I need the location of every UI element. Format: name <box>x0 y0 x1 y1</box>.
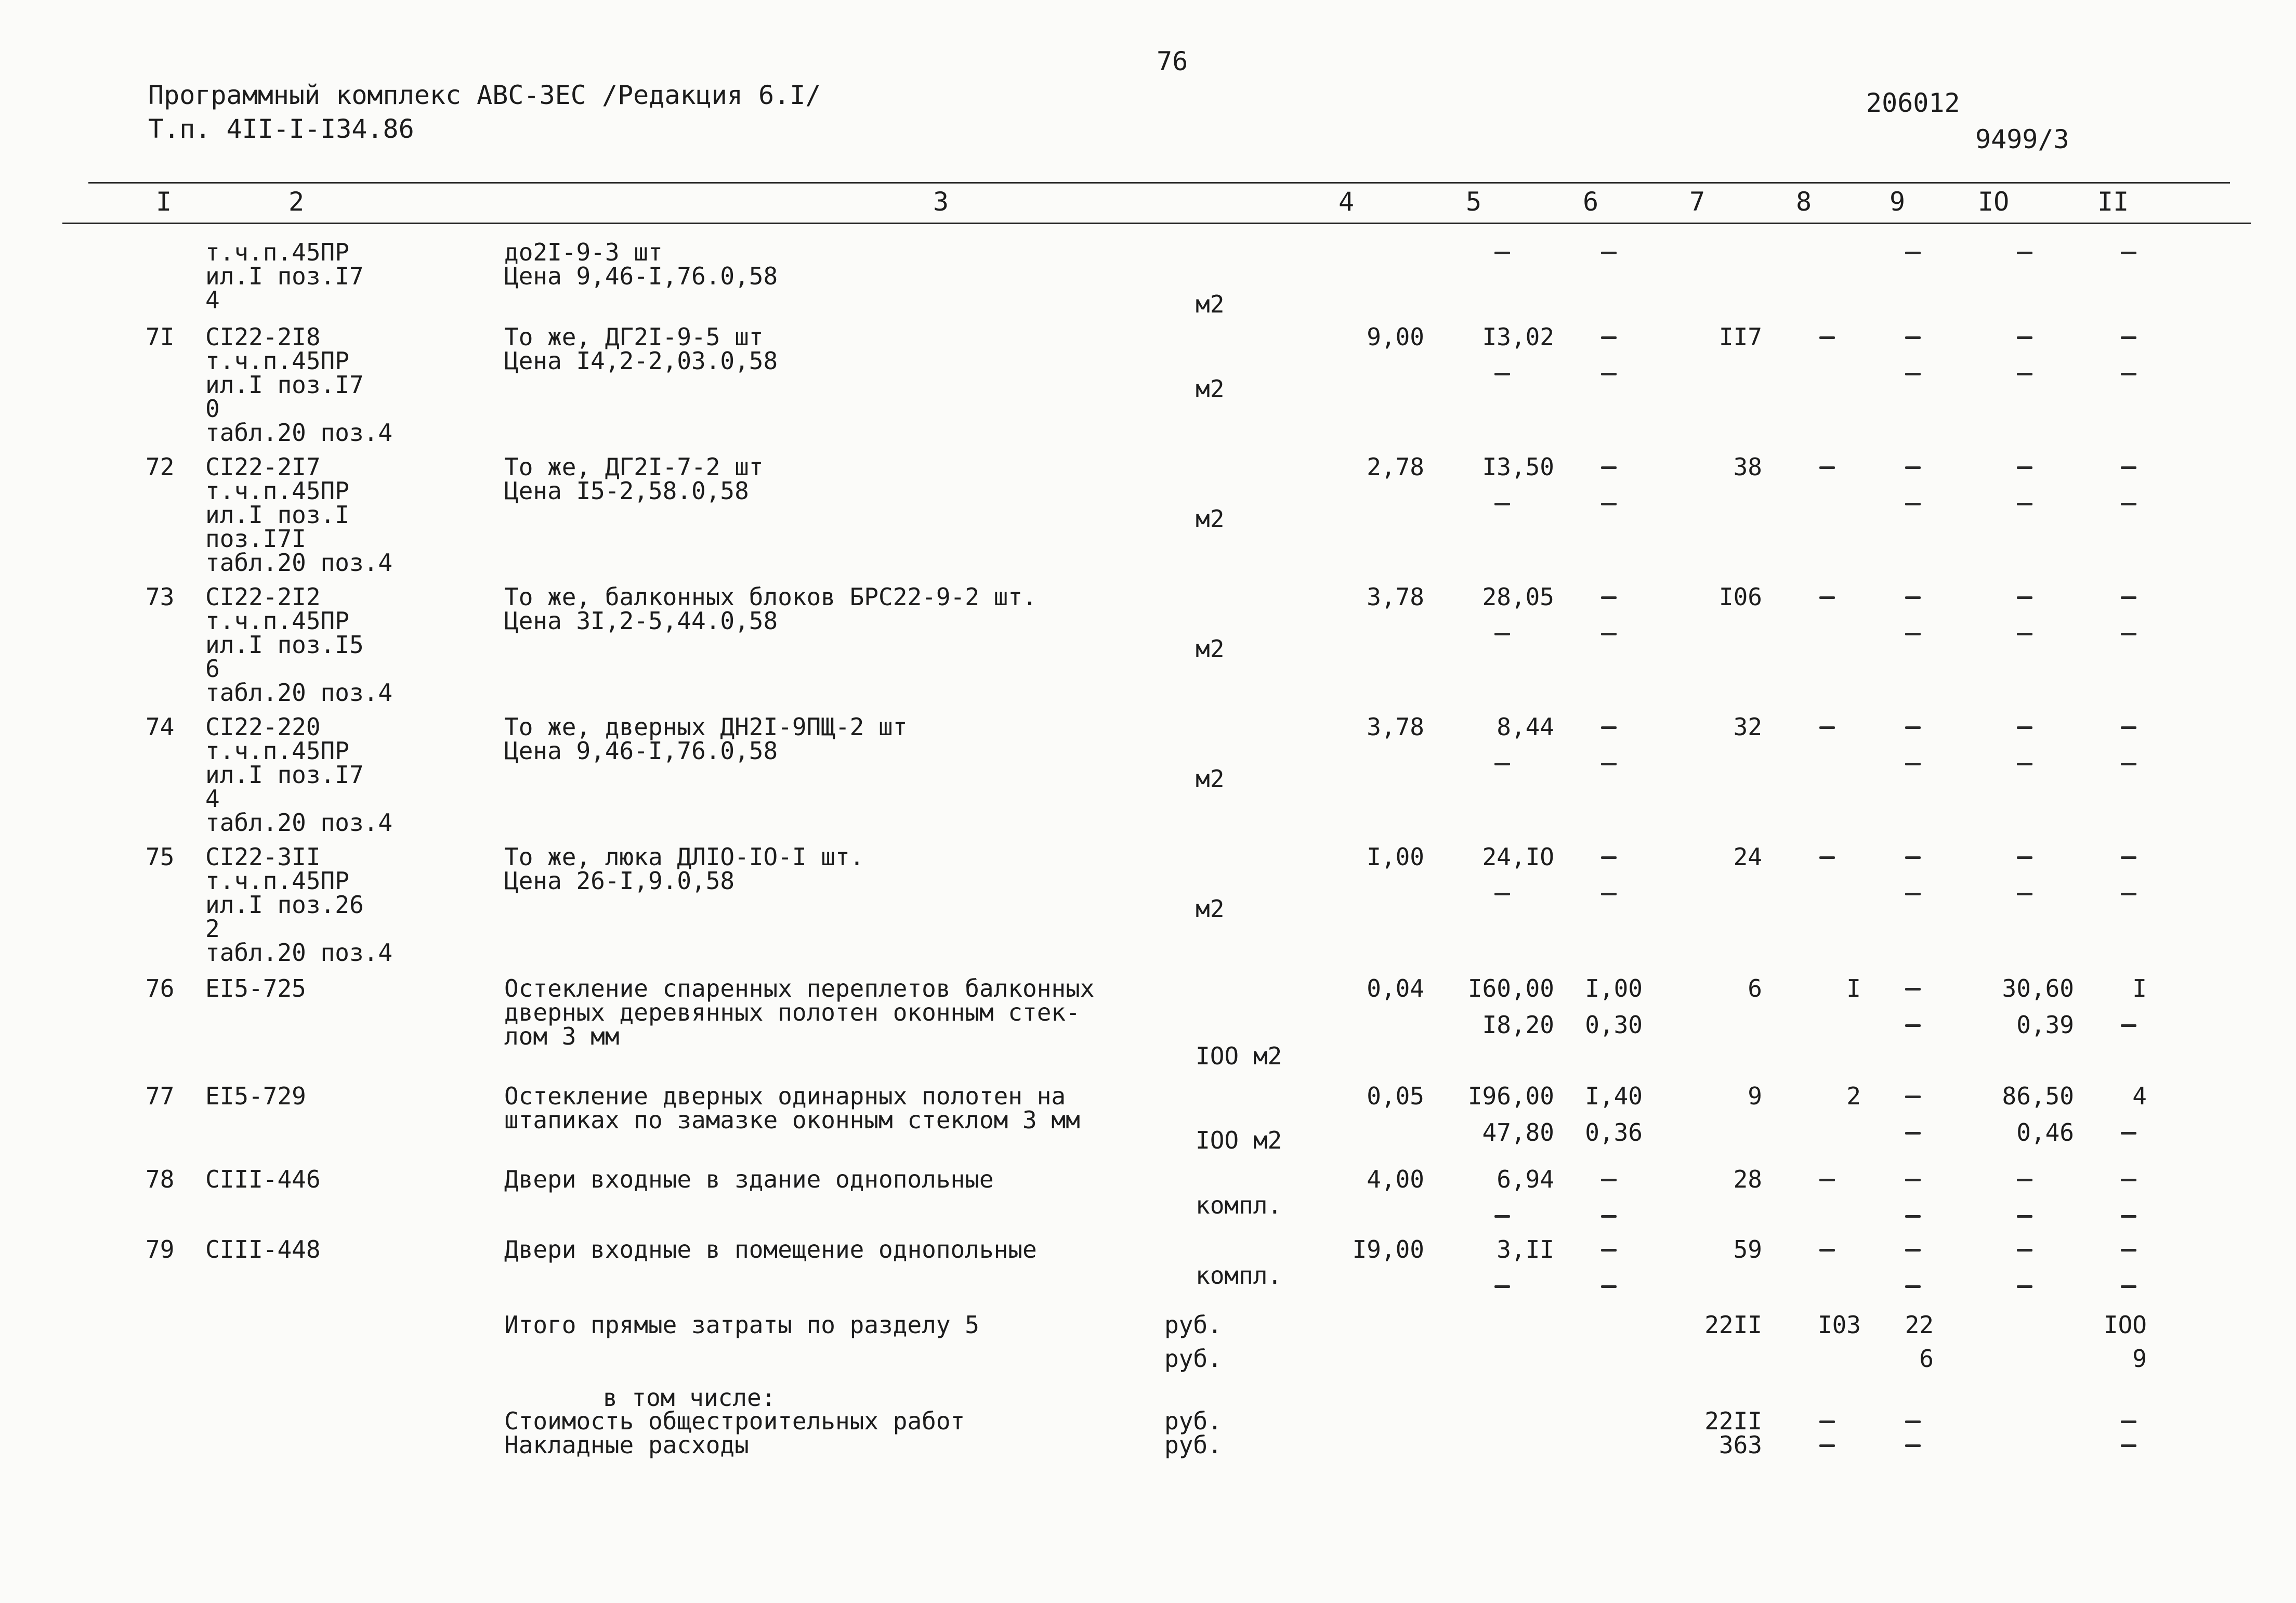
row-col6-sub-dash <box>1601 1215 1617 1218</box>
row-col9-sub-dash <box>1905 373 1921 375</box>
row-col6-sub: 0,36 <box>1585 1118 1643 1146</box>
row-unit: м2 <box>1196 765 1225 793</box>
project-code: Т.п. 4II-I-I34.86 <box>148 114 414 144</box>
row-code-line: СI22-220 <box>205 713 321 741</box>
row-code-line: ЕI5-729 <box>205 1082 306 1110</box>
row-col11-dash <box>2121 596 2136 599</box>
row-code-line: 2 <box>205 915 220 943</box>
including-col11-dash <box>2121 1420 2136 1423</box>
row-number: 75 <box>146 843 175 871</box>
row-col8-dash <box>1819 1249 1835 1252</box>
row-code-line: ил.I поз.I <box>205 501 349 529</box>
row-unit: м2 <box>1196 290 1225 318</box>
row-col10-sub: 0,46 <box>2016 1118 2074 1146</box>
column-header-5: 5 <box>1466 187 1482 217</box>
row-number: 72 <box>146 453 175 481</box>
row-col11-dash <box>2121 1249 2136 1252</box>
row-unit: м2 <box>1196 505 1225 533</box>
row-col5: 3,II <box>1497 1235 1554 1263</box>
row-col10: 86,50 <box>2002 1082 2074 1110</box>
row-qty: 0,04 <box>1367 974 1424 1002</box>
row-col11-sub-dash <box>2121 763 2136 765</box>
row-col5: 28,05 <box>1482 583 1554 611</box>
row-col11-dash <box>2121 466 2136 469</box>
row-col10-sub-dash <box>2017 1285 2032 1288</box>
row-description-line: То же, дверных ДН2I-9ПЩ-2 шт <box>504 713 908 741</box>
row-description-line: дверных деревянных полотен оконным стек- <box>504 998 1080 1026</box>
row-col7: I06 <box>1718 583 1762 611</box>
row-col7: 6 <box>1748 974 1762 1002</box>
row-unit: м2 <box>1196 375 1225 403</box>
row-col11-sub-dash <box>2121 1215 2136 1218</box>
column-header-10: IO <box>1978 187 2010 217</box>
row-code-line: 4 <box>205 286 220 314</box>
row-col10-sub-dash <box>2017 1215 2032 1218</box>
including-item-label: Накладные расходы <box>504 1431 749 1459</box>
row-col6-dash <box>1601 596 1617 599</box>
row-unit: компл. <box>1196 1261 1282 1289</box>
row-description-line: То же, люка ДЛIO-IO-I шт. <box>504 843 864 871</box>
row-col9-dash <box>1905 1179 1921 1181</box>
row-description-line: Цена I4,2-2,03.0,58 <box>504 347 778 375</box>
column-header-4: 4 <box>1339 187 1355 217</box>
row-col5: I3,02 <box>1482 323 1554 351</box>
row-col11-dash <box>2121 1179 2136 1181</box>
row-col7: 59 <box>1733 1235 1762 1263</box>
row-col7: 32 <box>1733 713 1762 741</box>
row-col9-sub-dash <box>1905 1132 1921 1135</box>
row-col9-sub-dash <box>1905 503 1921 505</box>
row-col11-sub-dash <box>2121 373 2136 375</box>
row-col6-sub-dash <box>1601 1285 1617 1288</box>
row-qty: 2,78 <box>1367 453 1424 481</box>
row-code-line: ил.I поз.I7 <box>205 761 364 789</box>
row-code-line: СIII-448 <box>205 1235 321 1263</box>
including-col7: 363 <box>1718 1431 1762 1459</box>
row-number: 76 <box>146 974 175 1002</box>
including-label: в том числе: <box>603 1384 776 1412</box>
column-header-7: 7 <box>1689 187 1705 217</box>
row-col5-dash <box>1494 252 1510 254</box>
page-number: 76 <box>1157 46 1188 76</box>
row-col7: 38 <box>1733 453 1762 481</box>
row-code-line: табл.20 поз.4 <box>205 679 393 707</box>
row-col11-dash <box>2121 726 2136 729</box>
row-code-line: табл.20 поз.4 <box>205 809 393 837</box>
row-col9-sub-dash <box>1905 763 1921 765</box>
row-col10-sub-dash <box>2017 373 2032 375</box>
row-col5: I60,00 <box>1467 974 1554 1002</box>
row-col9-dash <box>1905 336 1921 339</box>
row-col6-dash <box>1601 466 1617 469</box>
row-col7: II7 <box>1718 323 1762 351</box>
row-col10-dash <box>2017 856 2032 859</box>
row-code-line: СIII-446 <box>205 1165 321 1193</box>
row-description-line: Двери входные в здание однопольные <box>504 1165 994 1193</box>
row-qty: I,00 <box>1367 843 1424 871</box>
including-col9-dash <box>1905 1444 1921 1447</box>
column-header-3: 3 <box>933 187 949 217</box>
row-col7: 28 <box>1733 1165 1762 1193</box>
row-col5-sub-dash <box>1494 633 1510 635</box>
row-description-line: Цена 9,46-I,76.0,58 <box>504 262 778 290</box>
row-col11-dash <box>2121 856 2136 859</box>
row-description-line: штапиках по замазке оконным стеклом 3 мм <box>504 1106 1080 1134</box>
totals-label: Итого прямые затраты по разделу 5 <box>504 1311 979 1339</box>
including-col8-dash <box>1819 1420 1835 1423</box>
row-col10-sub-dash <box>2017 893 2032 895</box>
row-col6-sub: 0,30 <box>1585 1011 1643 1039</box>
row-description-line: Остекление дверных одинарных полотен на <box>504 1082 1066 1110</box>
row-col5: 6,94 <box>1497 1165 1554 1193</box>
row-col5-sub-dash <box>1494 1215 1510 1218</box>
row-col11: 4 <box>2132 1082 2147 1110</box>
row-col8-dash <box>1819 1179 1835 1181</box>
including-item-label: Стоимость общестроительных работ <box>504 1407 965 1435</box>
totals-unit: руб. <box>1164 1311 1222 1339</box>
row-col6-sub-dash <box>1601 373 1617 375</box>
row-description-line: То же, ДГ2I-9-5 шт <box>504 323 764 351</box>
column-header-6: 6 <box>1583 187 1599 217</box>
row-number: 7I <box>146 323 175 351</box>
row-col8: I <box>1846 974 1861 1002</box>
row-col6-dash <box>1601 726 1617 729</box>
row-qty: 9,00 <box>1367 323 1424 351</box>
row-col5: I3,50 <box>1482 453 1554 481</box>
row-col10-sub-dash <box>2017 503 2032 505</box>
row-unit: компл. <box>1196 1191 1282 1219</box>
row-col6: I,00 <box>1585 974 1643 1002</box>
row-code-line: 4 <box>205 785 220 813</box>
table-top-rule <box>88 182 2230 184</box>
row-code-line: т.ч.п.45ПР <box>205 867 349 895</box>
row-col6-dash <box>1601 1179 1617 1181</box>
row-qty: I9,00 <box>1352 1235 1424 1263</box>
row-col9-sub-dash <box>1905 893 1921 895</box>
row-col11-dash <box>2121 336 2136 339</box>
row-description-line: Цена 26-I,9.0,58 <box>504 867 735 895</box>
row-code-line: ил.I поз.I7 <box>205 371 364 399</box>
row-col10-dash <box>2017 596 2032 599</box>
row-col5: 8,44 <box>1497 713 1554 741</box>
row-col5-sub-dash <box>1494 373 1510 375</box>
row-code-line: поз.I7I <box>205 525 306 553</box>
row-col5-sub-dash <box>1494 1285 1510 1288</box>
row-col6-sub-dash <box>1601 633 1617 635</box>
including-col9-dash <box>1905 1420 1921 1423</box>
including-item-unit: руб. <box>1164 1431 1222 1459</box>
including-col11-dash <box>2121 1444 2136 1447</box>
column-header-9: 9 <box>1890 187 1906 217</box>
column-header-2: 2 <box>288 187 305 217</box>
column-header-11: II <box>2097 187 2129 217</box>
row-col6-dash <box>1601 856 1617 859</box>
row-col6-dash <box>1601 1249 1617 1252</box>
row-col9-dash <box>1905 1249 1921 1252</box>
totals-unit-secondary: руб. <box>1164 1345 1222 1373</box>
row-col9-sub-dash <box>1905 1215 1921 1218</box>
row-col5-sub-dash <box>1494 763 1510 765</box>
row-number: 78 <box>146 1165 175 1193</box>
row-col9-sub-dash <box>1905 1285 1921 1288</box>
row-col11-dash <box>2121 252 2136 254</box>
row-code-line: СI22-3II <box>205 843 321 871</box>
row-col9-dash <box>1905 726 1921 729</box>
row-description-line: То же, балконных блоков БРС22-9-2 шт. <box>504 583 1037 611</box>
row-col11-sub-dash <box>2121 1132 2136 1135</box>
row-col9-sub-dash <box>1905 633 1921 635</box>
row-description-line: Цена 3I,2-5,44.0,58 <box>504 607 778 635</box>
column-header-1: I <box>156 187 172 217</box>
row-col5-sub-dash <box>1494 893 1510 895</box>
row-col11-sub-dash <box>2121 503 2136 505</box>
row-description-line: Двери входные в помещение однопольные <box>504 1235 1037 1263</box>
row-description-line: до2I-9-3 шт <box>504 238 663 266</box>
row-code-line: т.ч.п.45ПР <box>205 477 349 505</box>
including-col7: 22II <box>1704 1407 1762 1435</box>
row-col10-dash <box>2017 466 2032 469</box>
row-col8-dash <box>1819 726 1835 729</box>
row-col5: I96,00 <box>1467 1082 1554 1110</box>
totals-col9: 22 <box>1905 1311 1934 1339</box>
row-col5-sub-dash <box>1494 503 1510 505</box>
row-col10-sub-dash <box>2017 633 2032 635</box>
row-col11-sub-dash <box>2121 1285 2136 1288</box>
row-code-line: ил.I поз.I7 <box>205 262 364 290</box>
row-col11: I <box>2132 974 2147 1002</box>
row-unit: м2 <box>1196 895 1225 923</box>
row-code-line: ил.I поз.I5 <box>205 631 364 659</box>
row-code-line: т.ч.п.45ПР <box>205 607 349 635</box>
row-col9-dash <box>1905 596 1921 599</box>
row-description-line: То же, ДГ2I-7-2 шт <box>504 453 764 481</box>
row-code-line: т.ч.п.45ПР <box>205 347 349 375</box>
row-unit: м2 <box>1196 635 1225 663</box>
row-col6-sub-dash <box>1601 503 1617 505</box>
row-col9-dash <box>1905 252 1921 254</box>
row-col9-dash <box>1905 856 1921 859</box>
row-col5-sub: 47,80 <box>1482 1118 1554 1146</box>
row-code-line: т.ч.п.45ПР <box>205 238 349 266</box>
row-col10-dash <box>2017 252 2032 254</box>
row-code-line: СI22-2I7 <box>205 453 321 481</box>
row-col8-dash <box>1819 856 1835 859</box>
including-col8-dash <box>1819 1444 1835 1447</box>
row-col8-dash <box>1819 336 1835 339</box>
row-col8-dash <box>1819 466 1835 469</box>
row-description-line: лом 3 мм <box>504 1022 620 1050</box>
document-code-bottom: 9499/3 <box>1975 124 2069 154</box>
row-description-line: Цена 9,46-I,76.0,58 <box>504 737 778 765</box>
row-col10-dash <box>2017 726 2032 729</box>
row-qty: 0,05 <box>1367 1082 1424 1110</box>
row-code-line: 6 <box>205 655 220 683</box>
row-col9-dash <box>1905 466 1921 469</box>
row-qty: 3,78 <box>1367 583 1424 611</box>
row-col6-sub-dash <box>1601 763 1617 765</box>
row-code-line: 0 <box>205 395 220 423</box>
totals-col7: 22II <box>1704 1311 1762 1339</box>
row-col11-sub-dash <box>2121 633 2136 635</box>
row-number: 77 <box>146 1082 175 1110</box>
including-item-unit: руб. <box>1164 1407 1222 1435</box>
row-col11-sub-dash <box>2121 1024 2136 1027</box>
row-description-line: Цена I5-2,58.0,58 <box>504 477 749 505</box>
row-col6-sub-dash <box>1601 893 1617 895</box>
totals-col11-sub: 9 <box>2132 1345 2147 1373</box>
row-code-line: т.ч.п.45ПР <box>205 737 349 765</box>
row-col10: 30,60 <box>2002 974 2074 1002</box>
row-code-line: СI22-2I2 <box>205 583 321 611</box>
row-code-line: табл.20 поз.4 <box>205 939 393 967</box>
row-col9-dash <box>1905 1096 1921 1098</box>
program-title: Программный комплекс АВС-ЗЕС /Редакция 6.I/ <box>148 80 821 110</box>
row-col9-sub-dash <box>1905 1024 1921 1027</box>
row-number: 73 <box>146 583 175 611</box>
row-col5-sub: I8,20 <box>1482 1011 1554 1039</box>
row-col9-dash <box>1905 988 1921 991</box>
row-qty: 4,00 <box>1367 1165 1424 1193</box>
totals-col9-sub: 6 <box>1919 1345 1934 1373</box>
row-code-line: табл.20 поз.4 <box>205 419 393 447</box>
row-col6-dash <box>1601 252 1617 254</box>
row-code-line: СI22-2I8 <box>205 323 321 351</box>
row-unit: IOO м2 <box>1196 1126 1282 1154</box>
row-code-line: табл.20 поз.4 <box>205 549 393 577</box>
row-col7: 24 <box>1733 843 1762 871</box>
document-code-top: 206012 <box>1866 88 1960 118</box>
row-col10-sub-dash <box>2017 763 2032 765</box>
row-unit: IOO м2 <box>1196 1042 1282 1070</box>
row-number: 74 <box>146 713 175 741</box>
row-col11-sub-dash <box>2121 893 2136 895</box>
row-col8: 2 <box>1846 1082 1861 1110</box>
row-col8-dash <box>1819 596 1835 599</box>
row-qty: 3,78 <box>1367 713 1424 741</box>
row-col5: 24,IO <box>1482 843 1554 871</box>
row-col10-dash <box>2017 1179 2032 1181</box>
row-col10-dash <box>2017 336 2032 339</box>
totals-col8: I03 <box>1817 1311 1861 1339</box>
row-col6: I,40 <box>1585 1082 1643 1110</box>
row-col10-sub: 0,39 <box>2016 1011 2074 1039</box>
row-col7: 9 <box>1748 1082 1762 1110</box>
row-number: 79 <box>146 1235 175 1263</box>
totals-col11: IOO <box>2103 1311 2147 1339</box>
row-code-line: ЕI5-725 <box>205 974 306 1002</box>
row-col6-dash <box>1601 336 1617 339</box>
header-bottom-rule <box>62 223 2251 224</box>
row-col10-dash <box>2017 1249 2032 1252</box>
column-header-8: 8 <box>1796 187 1812 217</box>
row-code-line: ил.I поз.26 <box>205 891 364 919</box>
row-description-line: Остекление спаренных переплетов балконных <box>504 974 1095 1002</box>
